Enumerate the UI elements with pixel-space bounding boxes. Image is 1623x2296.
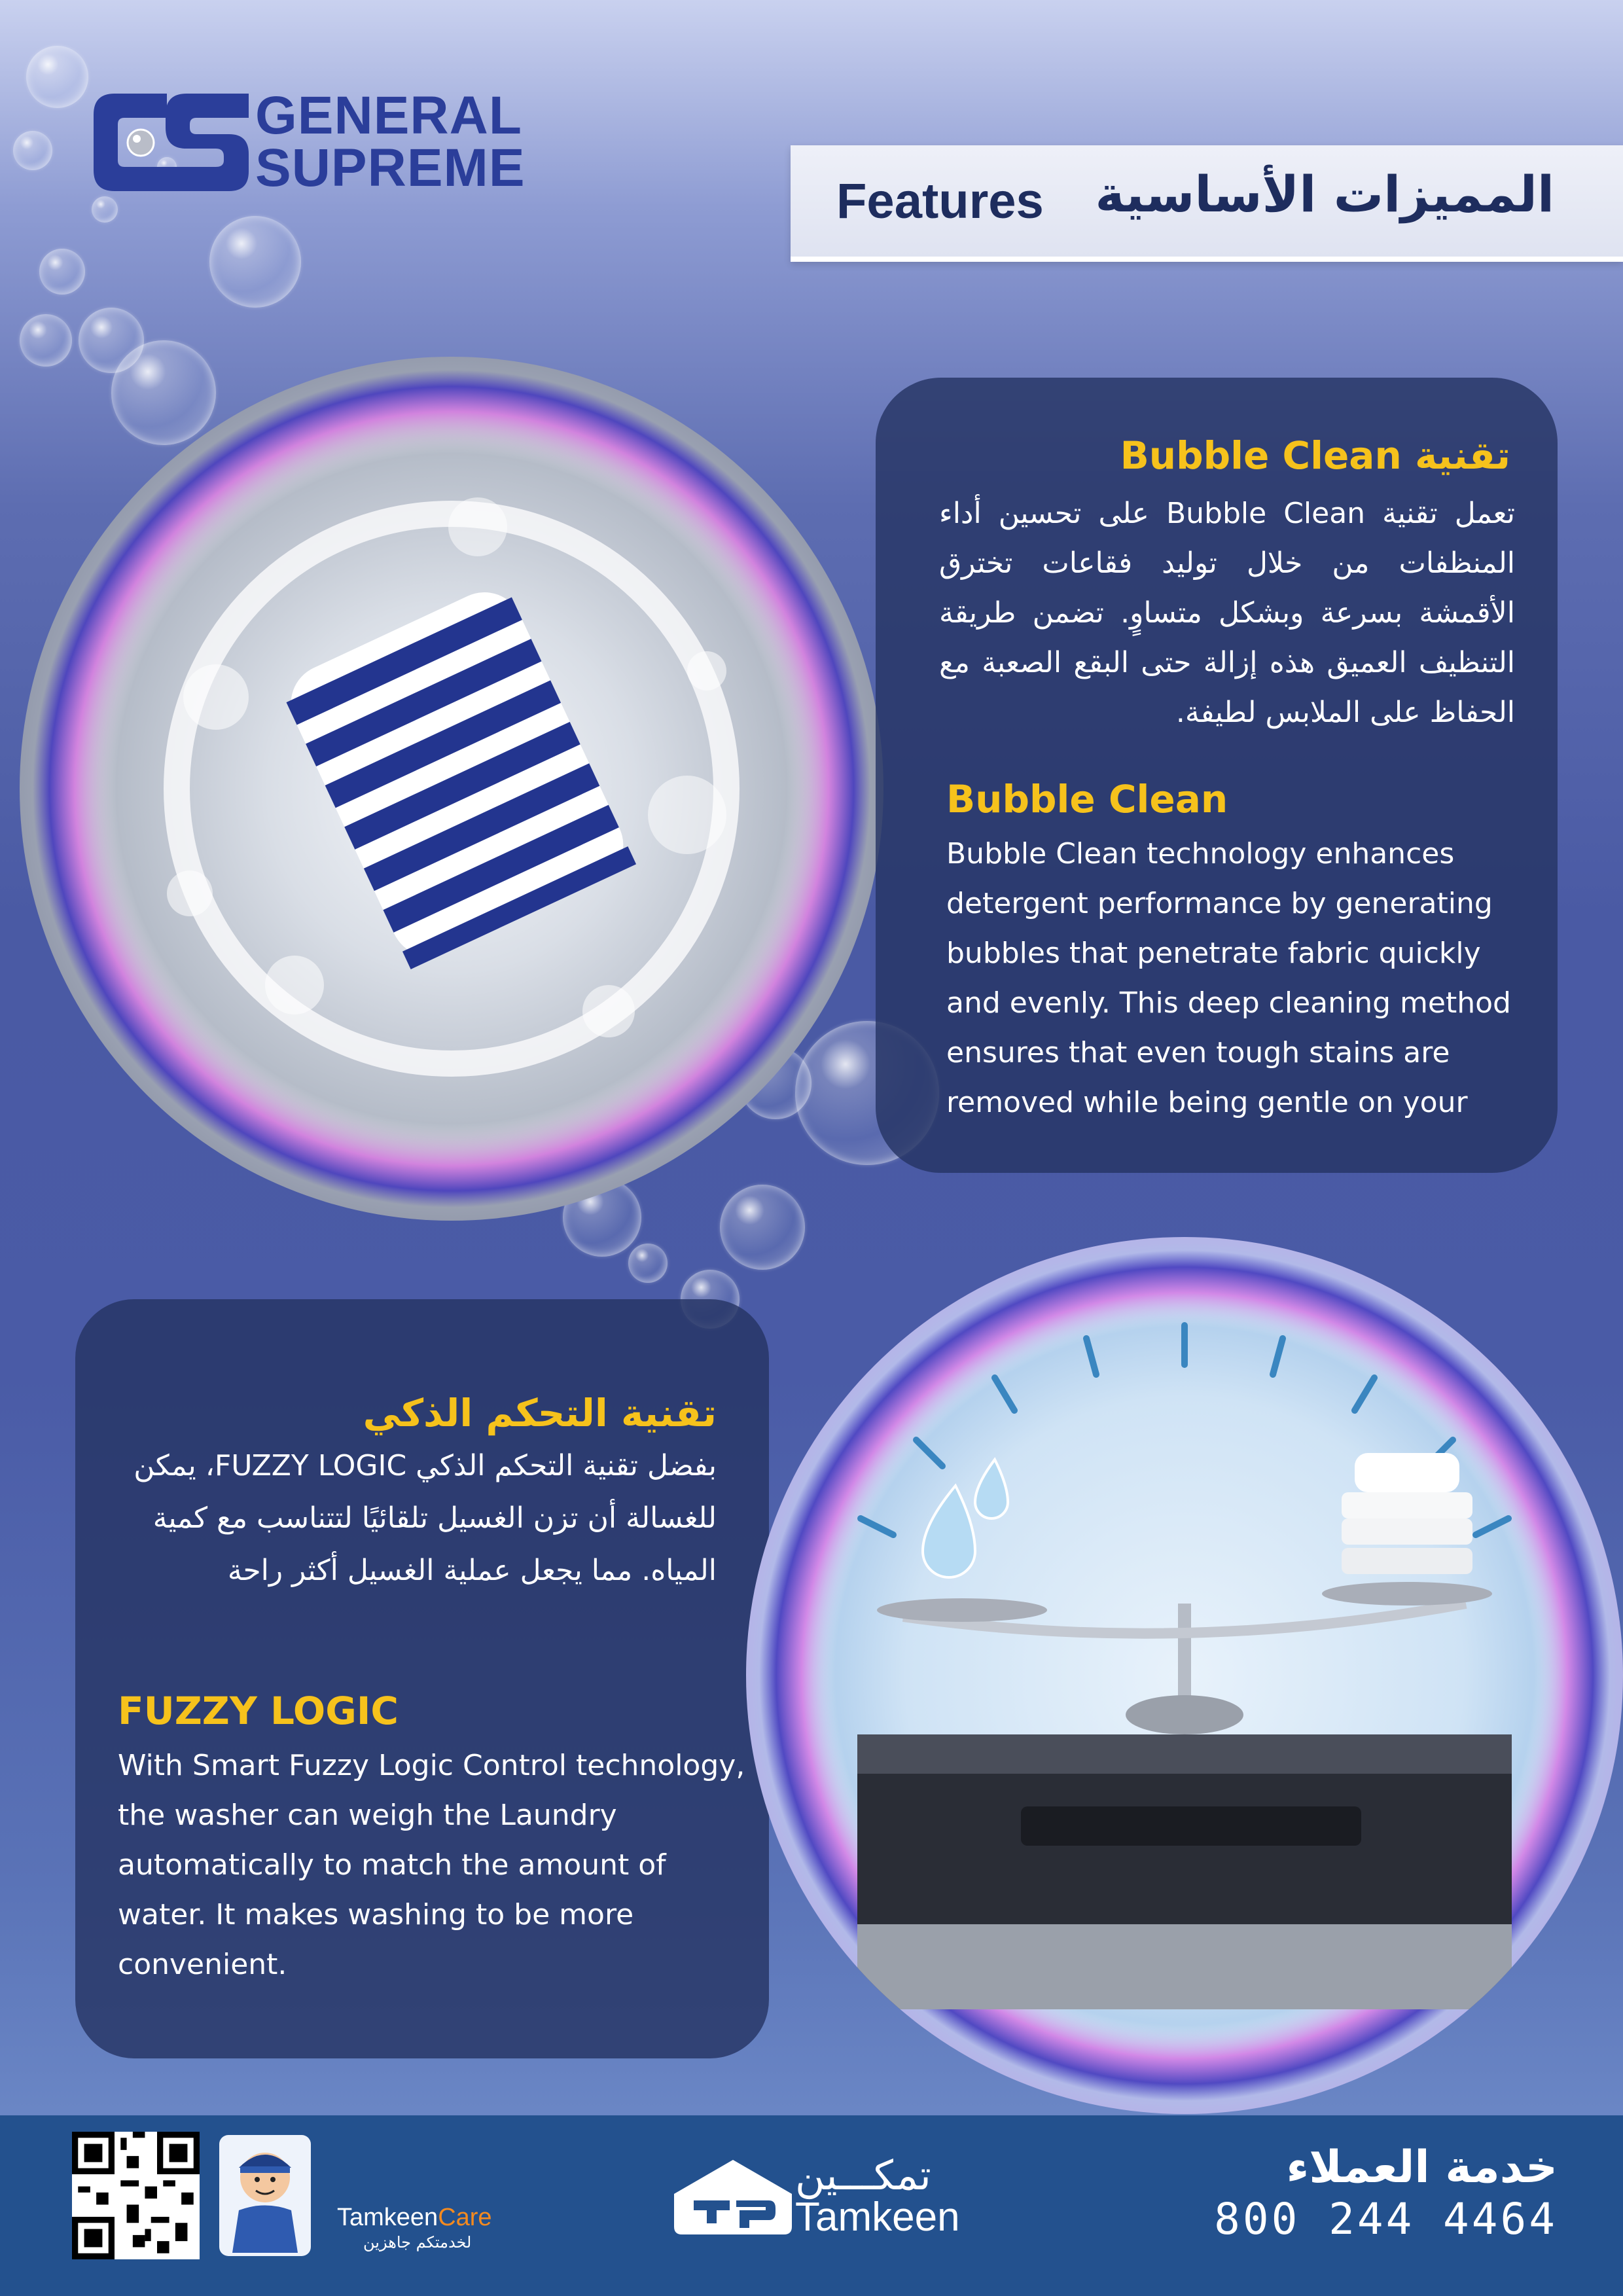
brand-logo <box>88 88 533 200</box>
fuzzy-logic-image <box>746 1237 1623 2114</box>
fuzzy-logic-body-ar: بفضل تقنية التحكم الذكي FUZZY LOGIC، يمكن للغسالة أن تزن الغسيل تلقائيًا لتتناسب مع كمية المياه. مما يجعل عملية الغسيل أكثر راحة <box>134 1449 717 1587</box>
bubble-decoration <box>39 249 85 295</box>
bubble-decoration <box>20 314 72 367</box>
qr-code-icon[interactable] <box>72 2132 200 2259</box>
bubble-clean-body-ar: تعمل تقنية Bubble Clean على تحسين أداء المنظفات من خلال توليد فقاعات تخترق الأقمشة بسرعة وبشكل متساوٍ. تضمن طريقة التنظيف العميق هذه إزالة حتى البقع الصعبة مع الحفاظ على الملابس لطيفة. <box>939 497 1515 729</box>
bubble-clean-panel <box>876 378 1558 1173</box>
bubble-decoration <box>628 1244 668 1283</box>
brand-line1: GENERAL <box>255 86 522 145</box>
fuzzy-logic-title-ar: تقنية التحكم الذكي <box>363 1391 717 1435</box>
tamkeen-care-word2: Care <box>438 2204 492 2231</box>
bubble-clean-title-ar: تقنية Bubble Clean <box>1120 433 1510 478</box>
features-banner <box>791 145 1623 262</box>
fuzzy-logic-panel <box>75 1299 769 2058</box>
bubble-clean-image <box>20 357 883 1221</box>
tamkeen-care-brand <box>337 2204 492 2232</box>
technician-mascot-icon <box>213 2128 317 2259</box>
tamkeen-name-ar: تمكـــين <box>795 2151 931 2199</box>
scale-illustration <box>746 1237 1623 2114</box>
bubble-decoration <box>26 46 88 108</box>
bubble-decoration <box>720 1185 805 1270</box>
tamkeen-logo-icon <box>668 2155 798 2240</box>
brand-name <box>255 86 526 198</box>
customer-service-label: خدمة العملاء <box>1286 2142 1558 2193</box>
bubble-decoration <box>209 216 301 308</box>
tamkeen-care-tagline: لخدمتكم جاهزين <box>363 2233 472 2251</box>
fuzzy-logic-title-en: FUZZY LOGIC <box>118 1689 399 1733</box>
customer-service-phone[interactable]: 800 244 4464 <box>1214 2194 1558 2244</box>
features-title-ar: المميزات الأساسية <box>1095 165 1554 223</box>
bubble-clean-body-en: Bubble Clean technology enhances detergent performance by generating bubbles that penetrate fabric quickly and evenly. This deep cleaning method ensures that even tough stains are removed while being gentle on your <box>946 837 1511 1119</box>
bubble-decoration <box>92 196 118 223</box>
drum-illustration <box>20 357 883 1221</box>
fuzzy-logic-body-en: With Smart Fuzzy Logic Control technology, the washer can weigh the Laundry automatically to match the amount of water. It makes washing to be more convenient. <box>118 1749 745 1981</box>
gs-logo-icon <box>88 88 252 196</box>
features-title-en: Features <box>836 173 1044 229</box>
bubble-decoration <box>111 340 216 445</box>
tamkeen-name-en: Tamkeen <box>795 2195 960 2240</box>
bubble-decoration <box>13 131 52 170</box>
footer <box>0 2115 1623 2296</box>
tamkeen-care-word1: Tamkeen <box>337 2204 438 2231</box>
bubble-clean-title-en: Bubble Clean <box>946 777 1228 821</box>
brand-line2: SUPREME <box>255 138 526 198</box>
